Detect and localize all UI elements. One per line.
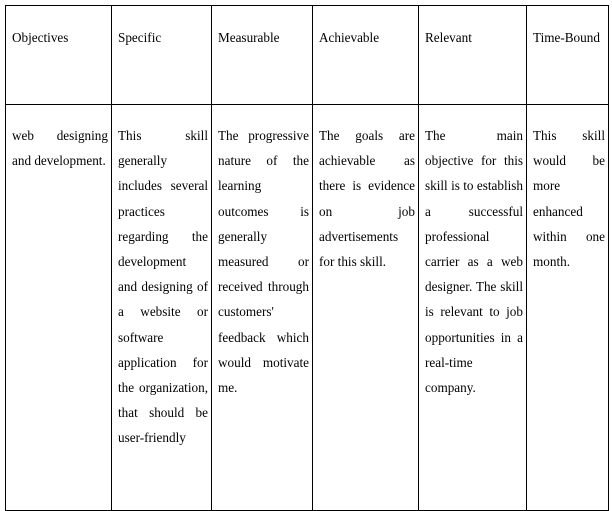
header-achievable: Achievable [313, 6, 419, 105]
cell-specific: This skill generally includes several practices regarding the development and designing of a website or software application for the organization, that should be user-friendly [112, 105, 212, 511]
header-objectives: Objectives [6, 6, 112, 105]
header-specific: Specific [112, 6, 212, 105]
smart-goals-table [5, 5, 609, 511]
header-relevant: Relevant [419, 6, 527, 105]
table-header-row [6, 6, 609, 105]
cell-objectives: web designing and development. [6, 105, 112, 511]
header-time-bound: Time-Bound [527, 6, 609, 105]
table-row [6, 105, 609, 511]
header-measurable: Measurable [212, 6, 313, 105]
cell-measurable: The progressive nature of the learning outcomes is generally measured or received through customers' feedback which would motivate me. [212, 105, 313, 511]
cell-time-bound: This skill would be more enhanced within one month. [527, 105, 609, 511]
cell-relevant: The main objective for this skill is to establish a successful professional carrier as a web designer. The skill is relevant to job opportunities in a real-time company. [419, 105, 527, 511]
cell-achievable: The goals are achievable as there is evidence on job advertisements for this skill. [313, 105, 419, 511]
